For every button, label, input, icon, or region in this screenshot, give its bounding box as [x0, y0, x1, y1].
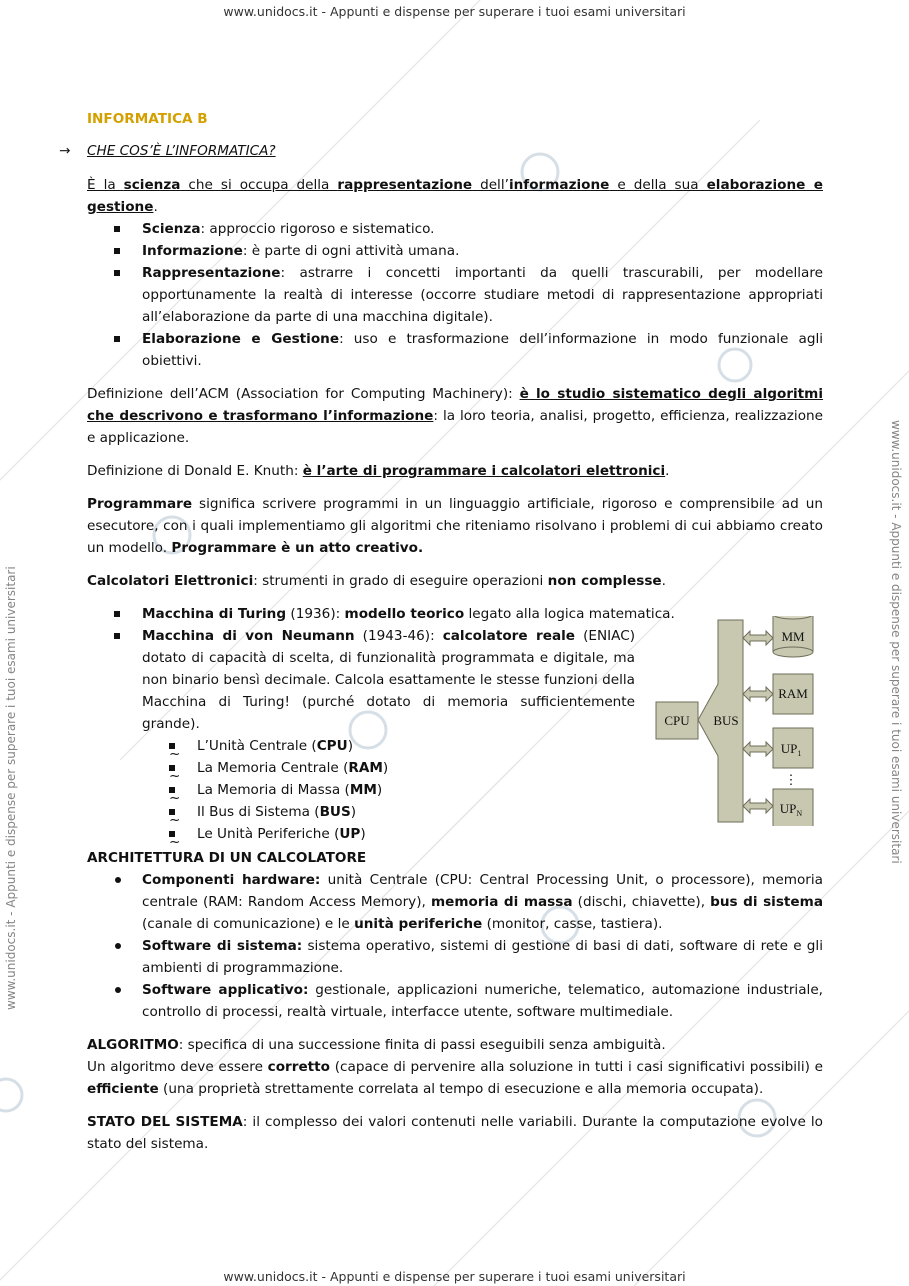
list-item: ~ L’Unità Centrale (CPU)	[197, 735, 635, 757]
system-state-paragraph: STATO DEL SISTEMA: il complesso dei valori contenuti nelle variabili. Durante la computazione evolve lo stato del sistema.	[87, 1114, 823, 1152]
algorithm-paragraph: ALGORITMO: specifica di una successione finita di passi eseguibili senza ambiguità.	[87, 1037, 666, 1053]
architecture-list	[87, 869, 823, 1023]
list-item: Componenti hardware: unità Centrale (CPU: Central Processing Unit, o processore), memoria centrale (RAM: Random Access Memory), memoria di massa (dischi, chiavette), bus di sistema (canale di comunicazione) e le unità periferiche (monitor, casse, tastiera).	[142, 869, 823, 935]
question-text: CHE COS’È L’INFORMATICA?	[87, 143, 276, 159]
programming-paragraph: Programmare significa scrivere programmi in un linguaggio artificiale, rigoroso e comprensibile ad un esecutore, con i quali implementiamo gli algoritmi che riteniamo risolvano i problemi di cui abbiamo creato un modello. Programmare è un atto creativo.	[87, 496, 823, 556]
list-item: Macchina di von Neumann (1943-46): calcolatore reale (ENIAC) dotato di capacità di scelta, di funzionalità programmata e digitale, ma non binario bensì decimale. Calcola esattamente le stesse funzioni della Macchina di Turing! (purché dotato di memoria sufficientemente grande). ~ L’Unità Centrale (CPU) ~ La Memoria Centrale (RAM) ~ La Memoria di Massa (MM) ~ Il Bus di Sistema (BUS) ~ Le Unità Periferiche (UP)	[142, 625, 635, 845]
watermark-header: www.unidocs.it - Appunti e dispense per superare i tuoi esami universitari	[223, 4, 686, 19]
cpu-label: CPU	[664, 713, 690, 728]
list-item: ~ La Memoria Centrale (RAM)	[197, 757, 635, 779]
algorithm-properties: Un algoritmo deve essere corretto (capace di pervenire alla soluzione in tutti i casi significativi possibili) e efficiente (una proprietà strettamente correlata al tempo di esecuzione e alla memoria occupata).	[87, 1059, 823, 1097]
list-item: Software applicativo: gestionale, applicazioni numeriche, telematico, automazione industriale, controllo di processi, realtà virtuale, interfacce utente, software multimediale.	[142, 979, 823, 1023]
knuth-definition: Definizione di Donald E. Knuth: è l’arte di programmare i calcolatori elettronici.	[87, 463, 670, 479]
list-item: ~ La Memoria di Massa (MM)	[197, 779, 635, 801]
question-heading	[59, 140, 823, 162]
arrow-icon: →	[59, 143, 71, 159]
list-item: Macchina di Turing (1936): modello teorico legato alla logica matematica.	[142, 603, 823, 625]
list-item: Software di sistema: sistema operativo, sistemi di gestione di basi di dati, software di rete e gli ambienti di programmazione.	[142, 935, 823, 979]
calculators-paragraph: Calcolatori Elettronici: strumenti in grado di eseguire operazioni non complesse.	[87, 573, 666, 589]
bus-connectors	[743, 631, 773, 813]
architecture-heading: ARCHITETTURA DI UN CALCOLATORE	[87, 850, 367, 866]
watermark-side-right: www.unidocs.it - Appunti e dispense per superare i tuoi esami universitari	[889, 420, 903, 864]
list-item: ~ Le Unità Periferiche (UP)	[197, 823, 635, 845]
list-item: ~ Il Bus di Sistema (BUS)	[197, 801, 635, 823]
ram-label: RAM	[778, 686, 808, 701]
watermark-footer: www.unidocs.it - Appunti e dispense per superare i tuoi esami universitari	[223, 1269, 686, 1284]
bus-label: BUS	[713, 713, 739, 728]
main-definition: È la scienza che si occupa della rappresentazione dell’informazione e della sua elaborazione e gestione.	[87, 177, 823, 215]
definition-list	[87, 218, 823, 372]
acm-definition: Definizione dell’ACM (Association for Computing Machinery): è lo studio sistematico degli algoritmi che descrivono e trasformano l’informazione: la loro teoria, analisi, progetto, efficienza, realizzazione e applicazione.	[87, 386, 824, 446]
ellipsis-icon: ⋮	[784, 772, 798, 787]
units-list	[142, 735, 635, 845]
list-item: Scienza: approccio rigoroso e sistematico.	[142, 218, 823, 240]
up1-label: $UP_1$	[780, 741, 802, 758]
upn-label: $UP_N$	[779, 801, 803, 818]
von-neumann-diagram	[654, 616, 818, 826]
list-item: Informazione: è parte di ogni attività umana.	[142, 240, 823, 262]
list-item: Elaborazione e Gestione: uso e trasformazione dell’informazione in modo funzionale agli obiettivi.	[142, 328, 823, 372]
page-title: INFORMATICA B	[87, 111, 208, 127]
mm-label: MM	[781, 629, 805, 644]
watermark-side-left: www.unidocs.it - Appunti e dispense per superare i tuoi esami universitari	[4, 566, 18, 1010]
list-item: Rappresentazione: astrarre i concetti importanti da quelli trascurabili, per modellare opportunamente la realtà di interesse (occorre studiare metodi di rappresentazione appropriati all’elaborazione da parte di una macchina digitale).	[142, 262, 823, 328]
